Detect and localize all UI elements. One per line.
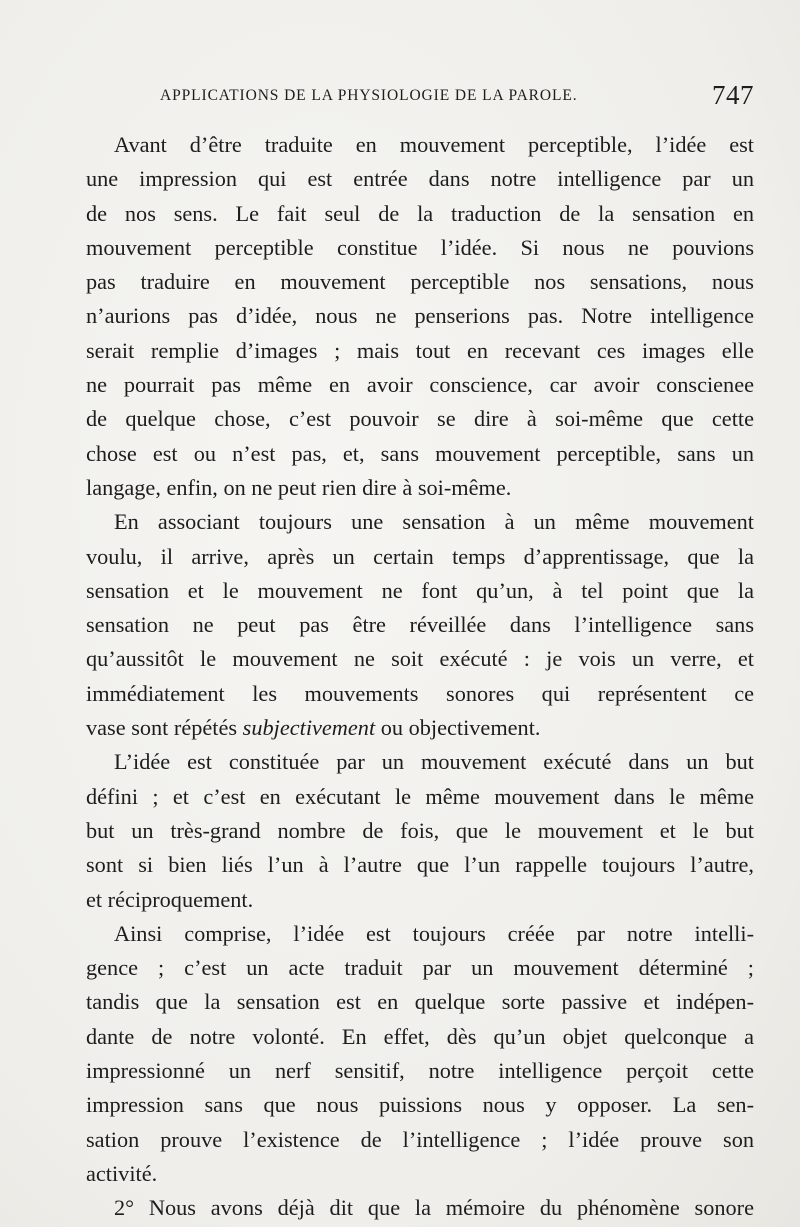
text-line: pas traduire en mouvement perceptible nos sensations, nous xyxy=(86,269,754,295)
text-line: impressionné un nerf sensitif, notre intelligence perçoit cette xyxy=(86,1058,754,1084)
text-fragment: vase sont répétés xyxy=(86,715,243,741)
text-line: En associant toujours une sensation à un même mouvement xyxy=(114,509,754,535)
text-line: une impression qui est entrée dans notre intelligence par un xyxy=(86,166,754,192)
running-title: APPLICATIONS DE LA PHYSIOLOGIE DE LA PAROLE. xyxy=(160,87,578,104)
paragraph-5 xyxy=(86,1191,754,1225)
paragraph-2 xyxy=(86,505,754,745)
text-line: Avant d’être traduite en mouvement perceptible, l’idée est xyxy=(114,132,754,157)
text-line: ne pourrait pas même en avoir conscience, car avoir conscienee xyxy=(86,372,754,398)
text-line: sensation ne peut pas être réveillée dans l’intelligence sans xyxy=(86,612,754,638)
text-line: 2° Nous avons déjà dit que la mémoire du phénomène sonore xyxy=(114,1195,754,1221)
paragraph-1 xyxy=(86,128,754,505)
text-line: et réciproquement. xyxy=(86,886,254,912)
text-line: activité. xyxy=(86,1160,158,1186)
text-line: but un très-grand nombre de fois, que le mouvement et le but xyxy=(86,817,754,843)
page-number: 747 xyxy=(712,80,754,110)
text-line: immédiatement les mouvements sonores qui représentent ce xyxy=(86,680,754,706)
text-line: L’idée est constituée par un mouvement exécuté dans un but xyxy=(114,749,754,775)
text-line: tandis que la sensation est en quelque sorte passive et indépen- xyxy=(86,989,754,1015)
paragraph-4 xyxy=(86,917,754,1191)
text-line: langage, enfin, on ne peut rien dire à soi-même. xyxy=(86,474,512,500)
text-line: dante de notre volonté. En effet, dès qu’un objet quelconque a xyxy=(86,1023,754,1049)
text-line: chose est ou n’est pas, et, sans mouvement perceptible, sans un xyxy=(86,440,754,466)
text-fragment: ou objectivement. xyxy=(375,715,541,741)
running-head xyxy=(86,80,754,120)
paragraph-3 xyxy=(86,745,754,916)
text-line: voulu, il arrive, après un certain temps d’apprentissage, que la xyxy=(86,543,754,569)
text-line: défini ; et c’est en exécutant le même mouvement dans le même xyxy=(86,783,754,809)
text-line: de quelque chose, c’est pouvoir se dire à soi-même que cette xyxy=(86,406,754,432)
text-line: sensation et le mouvement ne font qu’un, à tel point que la xyxy=(86,577,754,603)
text-line: sation prouve l’existence de l’intelligence ; l’idée prouve son xyxy=(86,1126,754,1152)
text-line: serait remplie d’images ; mais tout en recevant ces images elle xyxy=(86,337,754,363)
text-line: sont si bien liés l’un à l’autre que l’un rappelle toujours l’autre, xyxy=(86,852,754,878)
text-line: gence ; c’est un acte traduit par un mouvement déterminé ; xyxy=(86,955,754,981)
text-line: Ainsi comprise, l’idée est toujours créée par notre intelli- xyxy=(114,920,754,946)
text-line xyxy=(86,711,754,745)
text-line: de nos sens. Le fait seul de la traduction de la sensation en xyxy=(86,200,754,226)
text-line: qu’aussitôt le mouvement ne soit exécuté : je vois un verre, et xyxy=(86,646,754,672)
emphasized-word: subjectivement xyxy=(242,715,376,741)
text-line: impression sans que nous puissions nous y opposer. La sen- xyxy=(86,1092,754,1118)
text-line: mouvement perceptible constitue l’idée. Si nous ne pouvions xyxy=(86,234,754,260)
body-text xyxy=(86,128,754,1226)
text-line: n’aurions pas d’idée, nous ne penserions pas. Notre intelligence xyxy=(86,303,754,329)
